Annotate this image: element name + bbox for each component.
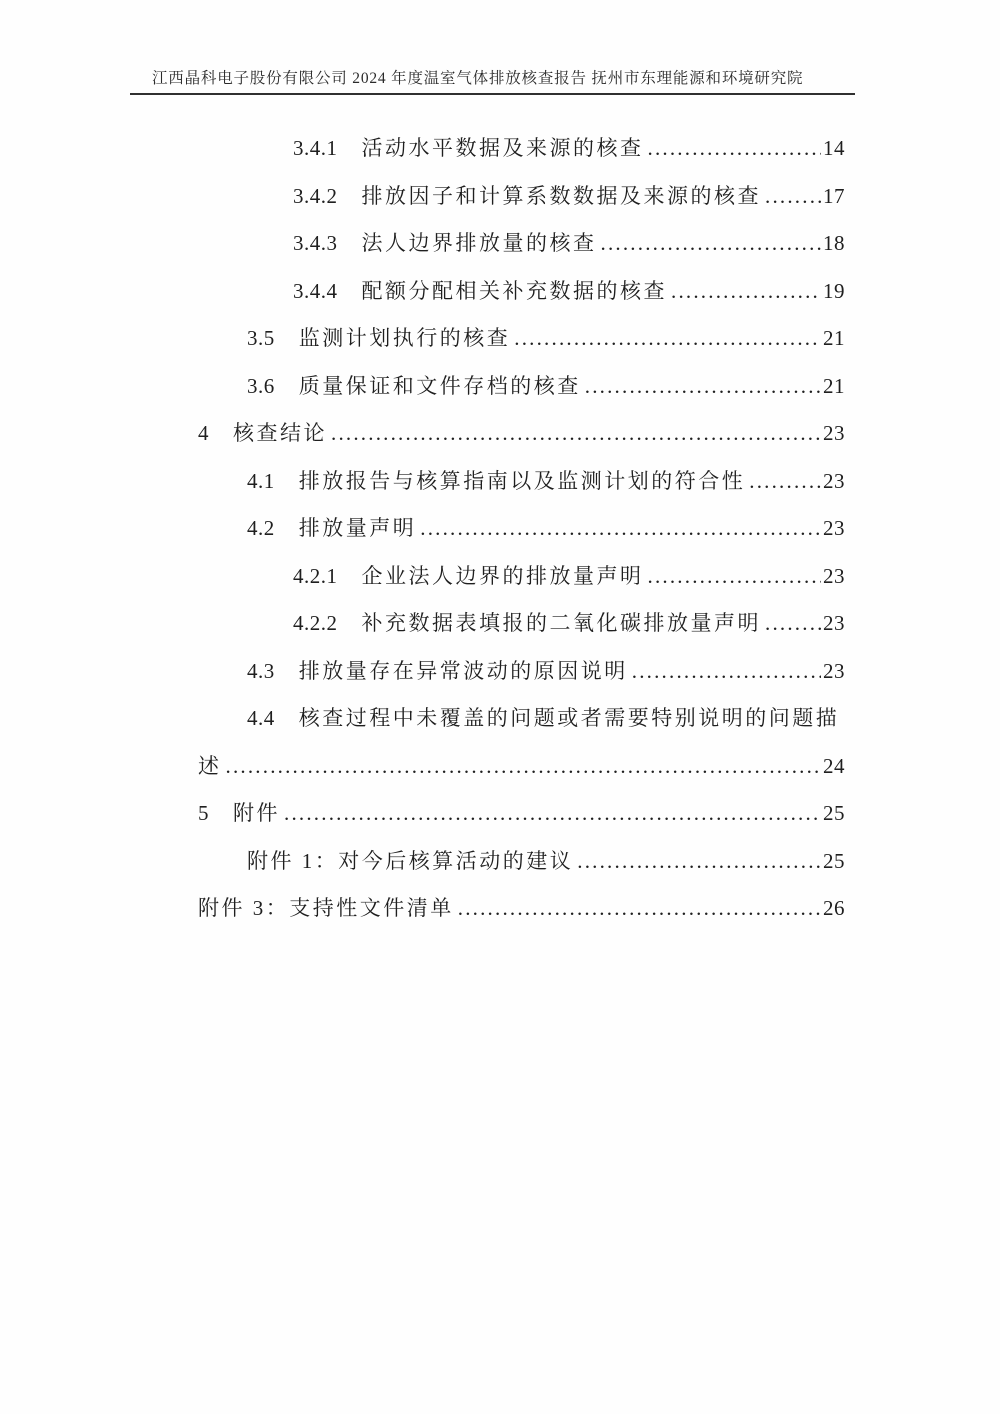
dot-leader <box>749 458 821 506</box>
dot-leader <box>632 648 821 696</box>
toc-entry-page-number: 24 <box>823 753 845 778</box>
dot-leader <box>765 173 821 221</box>
toc-entry-number: 3.4.4 <box>293 278 338 303</box>
dot-leader <box>226 743 822 791</box>
toc-entry-page-number: 21 <box>823 373 845 398</box>
toc-entry[interactable] <box>198 363 845 411</box>
toc-entry-title: 企业法人边界的排放量声明 <box>361 563 644 588</box>
toc-entry-title: 监测计划执行的核查 <box>298 326 511 350</box>
dot-leader <box>648 553 822 601</box>
dot-leader <box>577 838 821 886</box>
toc-entry-page-number: 23 <box>823 658 845 683</box>
toc-entry[interactable] <box>198 410 845 458</box>
toc-entry-number: 4.3 <box>247 658 275 683</box>
toc-entry-title: 法人边界排放量的核查 <box>361 231 597 255</box>
toc-entry[interactable] <box>198 695 845 743</box>
toc-entry-page-number: 21 <box>823 326 845 350</box>
toc-entry[interactable] <box>198 505 845 553</box>
toc-entry[interactable] <box>198 648 845 696</box>
toc-entry-number: 3.5 <box>247 326 275 350</box>
toc-entry-number: 3.4.1 <box>293 136 338 160</box>
toc-entry-title: 排放因子和计算系数数据及来源的核查 <box>361 183 761 208</box>
toc-entry-page-number: 23 <box>823 468 845 493</box>
toc-entry-number: 3.6 <box>247 373 275 398</box>
toc-entry-title: 核查结论 <box>233 421 327 445</box>
dot-leader <box>284 790 821 838</box>
toc-entry-title: 补充数据表填报的二氧化碳排放量声明 <box>361 611 761 635</box>
toc-entry-page-number: 23 <box>823 563 845 588</box>
toc-entry-page-number: 19 <box>823 278 845 303</box>
toc-entry-title: 述 <box>198 753 222 778</box>
toc-entry[interactable] <box>198 315 845 363</box>
dot-leader <box>514 315 821 363</box>
toc-entry[interactable] <box>198 220 845 268</box>
toc-entry-number: 4.2.1 <box>293 563 338 588</box>
dot-leader <box>648 125 822 173</box>
table-of-contents <box>198 125 845 933</box>
toc-entry-page-number: 25 <box>823 848 845 873</box>
toc-entry-page-number: 14 <box>823 136 845 160</box>
toc-entry-title: 核查过程中未覆盖的问题或者需要特别说明的问题描 <box>298 706 840 730</box>
toc-entry-title: 质量保证和文件存档的核查 <box>298 373 581 398</box>
dot-leader <box>458 885 821 933</box>
toc-entry-title: 附件 3：支持性文件清单 <box>198 896 454 920</box>
toc-entry-title: 活动水平数据及来源的核查 <box>361 136 644 160</box>
toc-entry-number: 3.4.3 <box>293 231 338 255</box>
toc-entry[interactable] <box>198 458 845 506</box>
toc-entry[interactable] <box>198 173 845 221</box>
toc-entry[interactable] <box>198 600 845 648</box>
toc-entry-title: 排放量声明 <box>298 516 417 540</box>
dot-leader <box>765 600 821 648</box>
toc-entry-title: 排放报告与核算指南以及监测计划的符合性 <box>298 468 746 493</box>
dot-leader <box>420 505 821 553</box>
toc-entry-number: 4.2.2 <box>293 611 338 635</box>
toc-entry[interactable] <box>198 885 845 933</box>
toc-entry[interactable] <box>198 743 845 791</box>
toc-entry-title: 附件 <box>233 801 280 825</box>
dot-leader <box>585 363 821 411</box>
toc-entry-number: 3.4.2 <box>293 183 338 208</box>
dot-leader <box>331 410 821 458</box>
header-divider <box>130 93 855 95</box>
toc-entry-title: 配额分配相关补充数据的核查 <box>361 278 667 303</box>
toc-entry[interactable] <box>198 268 845 316</box>
toc-entry-page-number: 23 <box>823 611 845 635</box>
toc-entry-number: 4.4 <box>247 706 275 730</box>
toc-entry-page-number: 26 <box>823 896 845 920</box>
toc-entry-number: 4.1 <box>247 468 275 493</box>
toc-entry-page-number: 17 <box>823 183 845 208</box>
toc-entry-page-number: 18 <box>823 231 845 255</box>
toc-entry-number: 5 <box>198 801 209 825</box>
toc-entry[interactable] <box>198 838 845 886</box>
dot-leader <box>671 268 821 316</box>
page-header-title: 江西晶科电子股份有限公司 2024 年度温室气体排放核查报告 抚州市东理能源和环境研究院 <box>152 70 804 87</box>
toc-entry-title: 排放量存在异常波动的原因说明 <box>298 658 628 683</box>
toc-entry-title: 附件 1：对今后核算活动的建议 <box>247 848 574 873</box>
toc-entry-page-number: 23 <box>823 421 845 445</box>
toc-entry[interactable] <box>198 553 845 601</box>
toc-entry-page-number: 23 <box>823 516 845 540</box>
dot-leader <box>601 220 822 268</box>
toc-entry-number: 4.2 <box>247 516 275 540</box>
toc-entry[interactable] <box>198 790 845 838</box>
toc-entry-number: 4 <box>198 421 209 445</box>
toc-entry[interactable] <box>198 125 845 173</box>
toc-entry-page-number: 25 <box>823 801 845 825</box>
